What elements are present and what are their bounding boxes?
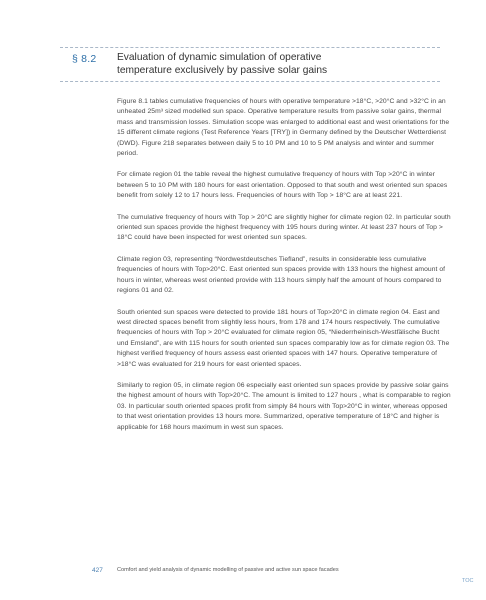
body-text bbox=[117, 97, 452, 444]
paragraph: Similarly to region 05, in climate region 06 especially east oriented sun spaces provide by passive solar gains the highest amount of hours with Top>20°C. The amount is limited to 127 hours , what is comparable to region 03. In particular south oriented spaces profit from simply 84 hours with Top>20°C in winter, whereas opposed to that west orientation provides 13 hours more. Summarized, operative temperature of 18°C and higher is applicable for 168 hours maximum in west sun spaces. bbox=[117, 381, 451, 431]
page-number: 427 bbox=[92, 567, 103, 574]
section-number: § 8.2 bbox=[72, 53, 97, 65]
paragraph: For climate region 01 the table reveal the highest cumulative frequency of hours with Top >20°C in winter between 5 to 10 PM with 180 hours for east orientation. Opposed to that south and west oriented sun spaces benefit from solely 12 to 17 hours less. Frequencies of hours with Top > 18°C are at least 221. bbox=[117, 171, 448, 200]
paragraph: The cumulative frequency of hours with Top > 20°C are slightly higher for climate region 02. In particular south oriented sun spaces provide the highest frequency with 195 hours during winter. At least 237 hours of Top > 18°C could have been inspected for west oriented sun spaces. bbox=[117, 213, 451, 242]
toc-link[interactable]: TOC bbox=[462, 578, 474, 584]
section-title bbox=[117, 52, 417, 77]
paragraph: Figure 8.1 tables cumulative frequencies of hours with operative temperature >18°C, >20°C and >32°C in an unheated 25m³ sized modelled sun space. Operative temperature results from passive solar gains, thermal mass and transmission losses. Simulation scope was enlarged to additional east and west orientations for the 15 different climate regions (Test Reference Years [TRY]) in Germany defined by the Deutscher Wetterdienst (DWD). Figure 218 separates between daily 5 to 10 PM and 10 to 5 PM analysis and winter and summer period. bbox=[117, 98, 450, 158]
section-title-line-1: Evaluation of dynamic simulation of operative bbox=[117, 52, 322, 63]
section-title-line-2: temperature exclusively by passive solar gains bbox=[117, 64, 328, 76]
paragraph: Climate region 03, representing “Nordwestdeutsches Tiefland”, results in considerable less cumulative frequencies of hours with Top>20°C. East oriented sun spaces provide with 133 hours the highest amount of hours in winter, whereas west oriented provide with 113 hours simply half the amount of hours compared to regions 01 and 02. bbox=[117, 255, 446, 295]
paragraph: South oriented sun spaces were detected to provide 181 hours of Top>20°C in climate region 04. East and west directed spaces benefit from slightly less hours, from 178 and 174 hours respectively. The cumulative frequencies of hours with Top > 20°C evaluated for climate region 05, “Niederrheinisch-Westfälische Bucht und Emsland”, are with 115 hours for south oriented sun spaces comparably low as for climate region 03. The highest verified frequency of hours assess east oriented spaces with 147 hours. Operative temperature of >18°C was evaluated for 219 hours for east oriented spaces. bbox=[117, 308, 450, 368]
header-bottom-divider bbox=[60, 81, 440, 82]
running-footer-title: Comfort and yield analysis of dynamic modelling of passive and active sun space facades bbox=[117, 567, 339, 573]
header-top-divider bbox=[60, 47, 440, 48]
